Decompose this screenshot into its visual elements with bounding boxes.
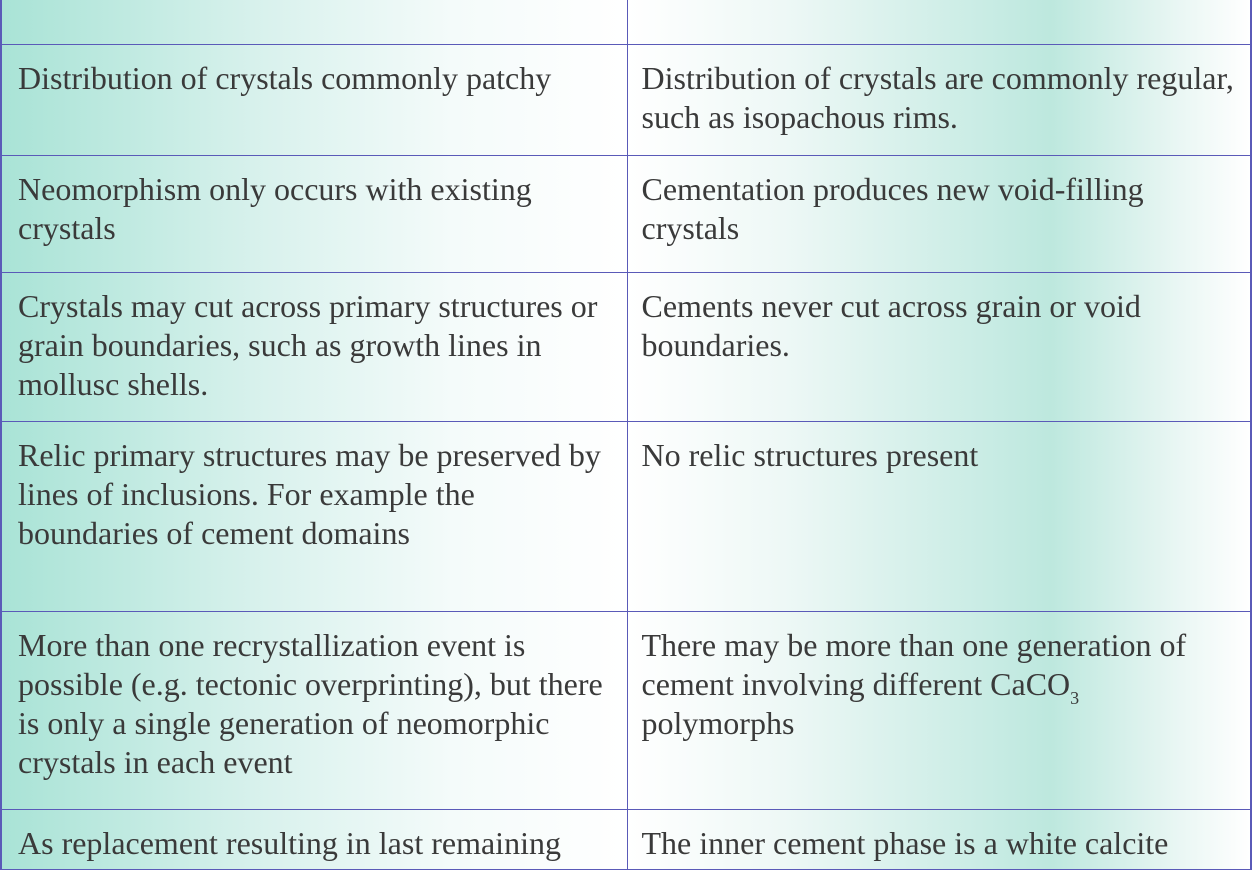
cell-text: Relic primary structures may be preserved by lines of inclusions. For example the boundaries of cement domains [18, 437, 601, 551]
cell-text: No relic structures present [641, 437, 979, 473]
table-row [1, 0, 1251, 45]
neomorphism-cell [1, 156, 627, 273]
cell-text: More than one recrystallization event is possible (e.g. tectonic overprinting), but there is only a single generation of neomorphic crystals in each event [18, 627, 603, 780]
cell-text: Distribution of crystals are commonly regular, such as isopachous rims. [641, 60, 1234, 135]
table-row [1, 45, 1251, 156]
cell-text: Crystals may cut across primary structures or grain boundaries, such as growth lines in mollusc shells. [18, 288, 598, 402]
table-row [1, 612, 1251, 810]
neomorphism-cell [1, 273, 627, 422]
cell-text: Cementation produces new void-filling crystals [641, 171, 1144, 246]
cementation-cell [627, 810, 1251, 870]
subscript-3: 3 [1070, 688, 1080, 708]
table-row [1, 422, 1251, 612]
cementation-cell [627, 0, 1251, 45]
neomorphism-cell [1, 45, 627, 156]
cell-text: The inner cement phase is a white calcite [641, 825, 1169, 861]
cementation-cell [627, 273, 1251, 422]
cell-text: Neomorphism only occurs with existing crystals [18, 171, 532, 246]
cementation-cell [627, 422, 1251, 612]
cementation-cell [627, 45, 1251, 156]
cell-text: As replacement resulting in last remaining [18, 825, 561, 861]
cell-text [642, 614, 1237, 743]
cement-prefix-text: There may be more than one generation of cement involving different CaCO [641, 627, 1187, 702]
table-row [1, 156, 1251, 273]
cement-suffix-text: polymorphs [641, 705, 795, 741]
neomorphism-cell [1, 0, 627, 45]
cementation-cell [627, 156, 1251, 273]
cell-text: Distribution of crystals commonly patchy [18, 60, 552, 96]
cementation-cell [627, 612, 1251, 810]
neomorphism-cell [1, 810, 627, 870]
table-row [1, 810, 1251, 870]
neomorphism-cell [1, 612, 627, 810]
table-row [1, 273, 1251, 422]
neomorphism-cell [1, 422, 627, 612]
cell-text: Cements never cut across grain or void boundaries. [641, 288, 1141, 363]
